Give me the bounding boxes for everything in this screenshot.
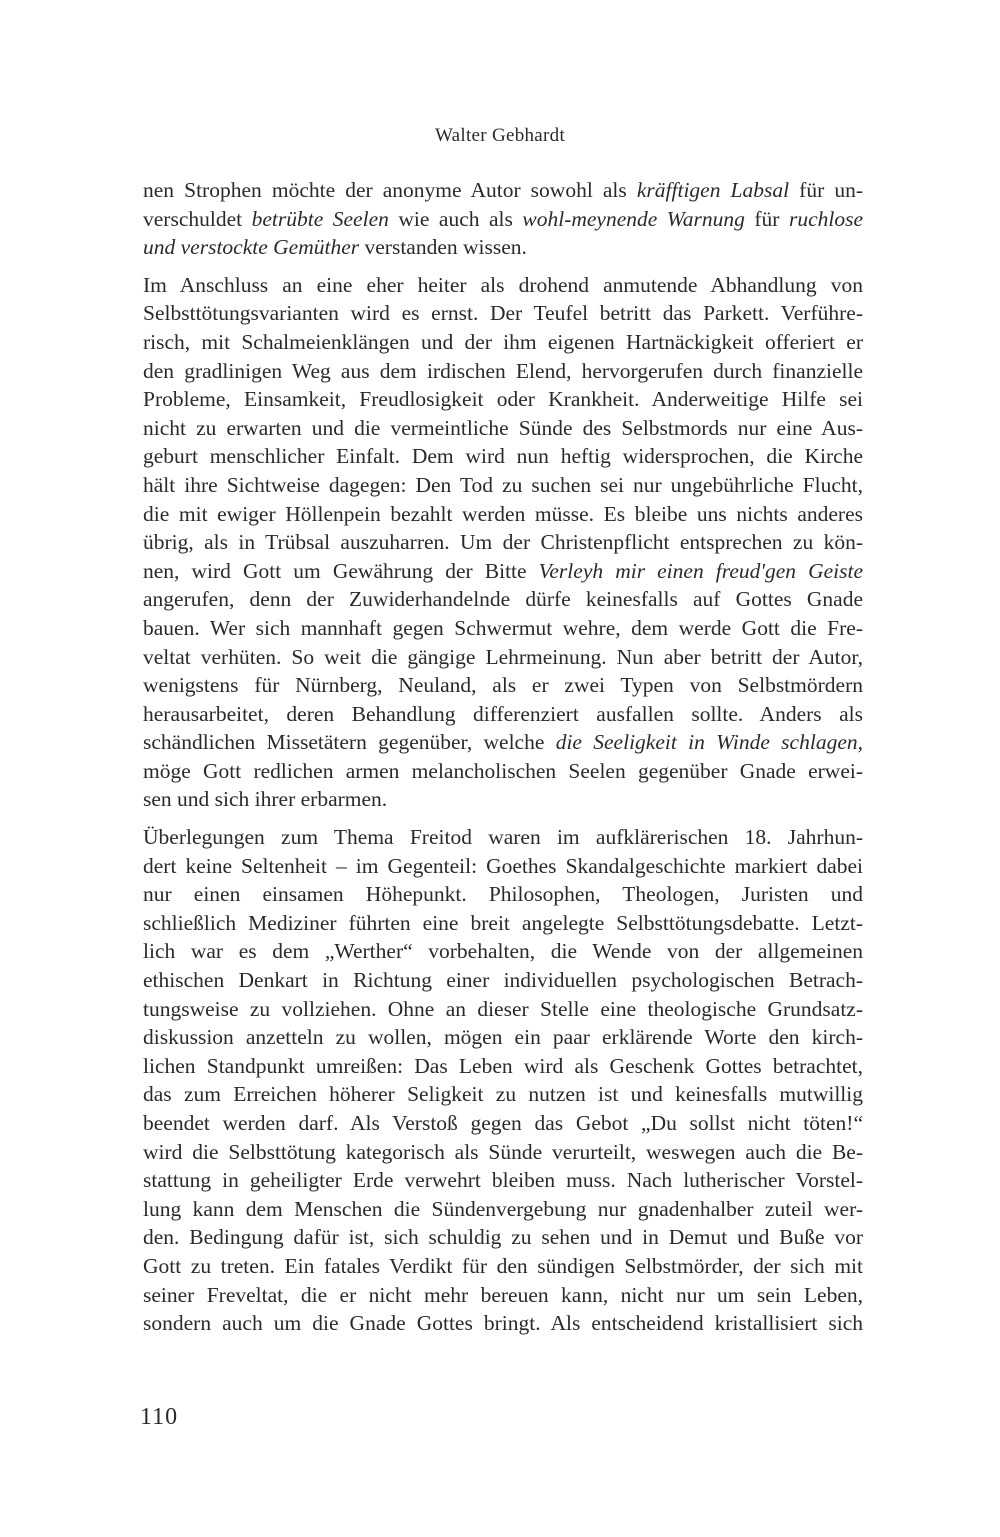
- text-run: stattung in geheiligter Erde verwehrt bleiben muss. Nach lutherischer Vorstel-: [143, 1168, 863, 1193]
- text-run: schließlich Mediziner führten eine breit angelegte Selbsttötungsdebatte. Letzt-: [143, 910, 863, 935]
- text-run: Im Anschluss an eine eher heiter als drohend anmutende Abhandlung von: [143, 272, 863, 297]
- text-run: seiner Freveltat, die er nicht mehr bereuen kann, nicht nur um sein Leben,: [143, 1282, 863, 1307]
- text-line: [143, 357, 863, 386]
- page-number: 110: [140, 1404, 179, 1430]
- text-run: den gradlinigen Weg aus dem irdischen Elend, hervorgerufen durch finanzielle: [143, 358, 863, 383]
- paragraph: [143, 271, 863, 814]
- text-line: [143, 328, 863, 357]
- text-run: Gott zu treten. Ein fatales Verdikt für den sündigen Selbstmörder, der sich mit: [143, 1253, 863, 1278]
- text-run: hält ihre Sichtweise dagegen: Den Tod zu suchen sei nur ungebührliche Flucht,: [143, 472, 863, 497]
- text-line: [143, 1052, 863, 1081]
- text-run: den. Bedingung dafür ist, sich schuldig zu sehen und in Demut und Buße vor: [143, 1225, 863, 1250]
- text-line: [143, 500, 863, 529]
- text-line: [143, 1109, 863, 1138]
- text-run: bauen. Wer sich mannhaft gegen Schwermut wehre, dem werde Gott die Fre-: [143, 615, 863, 640]
- text-run: risch, mit Schalmeienklängen und der ihm eigenen Hartnäckigkeit offeriert er: [143, 329, 863, 354]
- text-run: das zum Erreichen höherer Seligkeit zu nutzen ist und keinesfalls mutwillig: [143, 1082, 863, 1107]
- text-line: [143, 385, 863, 414]
- text-run: angerufen, denn der Zuwiderhandelnde dürfe keinesfalls auf Gottes Gnade: [143, 587, 863, 612]
- text-line: [143, 1080, 863, 1109]
- text-run: verschuldet: [143, 206, 252, 231]
- italic-quote: wohl-meynende Warnung: [522, 206, 745, 231]
- text-run: sen und sich ihrer erbarmen.: [143, 787, 388, 812]
- text-run: nen, wird Gott um Gewährung der Bitte: [143, 558, 539, 583]
- text-line: [143, 233, 863, 262]
- text-line: [143, 643, 863, 672]
- text-run: nicht zu erwarten und die vermeintliche Sünde des Selbstmords nur eine Aus-: [143, 415, 863, 440]
- text-line: [143, 557, 863, 586]
- text-line: [143, 995, 863, 1024]
- text-run: möge Gott redlichen armen melancholischen Seelen gegenüber Gnade erwei-: [143, 758, 863, 783]
- text-line: [143, 205, 863, 234]
- text-run: für: [744, 206, 789, 231]
- text-line: [143, 528, 863, 557]
- text-run: Überlegungen zum Thema Freitod waren im aufklärerischen 18. Jahrhun-: [143, 825, 863, 850]
- italic-quote: betrübte Seelen: [251, 206, 389, 231]
- text-line: [143, 1023, 863, 1052]
- text-line: [143, 614, 863, 643]
- text-run: für un-: [789, 178, 863, 202]
- text-line: [143, 1166, 863, 1195]
- text-line: [143, 414, 863, 443]
- text-run: geburt menschlicher Einfalt. Dem wird nun heftig widersprochen, die Kirche: [143, 444, 863, 469]
- text-line: [143, 700, 863, 729]
- text-line: [143, 471, 863, 500]
- text-run: die mit ewiger Höllenpein bezahlt werden müsse. Es bleibe uns nichts anderes: [143, 501, 863, 526]
- text-line: [143, 442, 863, 471]
- text-run: wenigstens für Nürnberg, Neuland, als er zwei Typen von Selbstmördern: [143, 673, 863, 698]
- text-run: diskussion anzetteln zu wollen, mögen ein paar erklärende Worte den kirch-: [143, 1025, 863, 1050]
- text-line: [143, 1252, 863, 1281]
- text-run: Probleme, Einsamkeit, Freudlosigkeit oder Krankheit. Anderweitige Hilfe sei: [143, 387, 863, 412]
- text-run: lich war es dem „Werther“ vorbehalten, die Wende von der allgemeinen: [143, 939, 863, 964]
- text-line: [143, 880, 863, 909]
- text-run: dert keine Seltenheit – im Gegenteil: Goethes Skandalgeschichte markiert dabei: [143, 853, 863, 878]
- text-line: [143, 1138, 863, 1167]
- text-line: [143, 271, 863, 300]
- text-run: Selbsttötungsvarianten wird es ernst. Der Teufel betritt das Parkett. Verführe-: [143, 301, 863, 326]
- text-run: ethischen Denkart in Richtung einer individuellen psychologischen Betrach-: [143, 968, 863, 993]
- text-line: [143, 966, 863, 995]
- text-run: verstanden wissen.: [359, 235, 527, 260]
- text-line: [143, 1223, 863, 1252]
- text-run: wird die Selbsttötung kategorisch als Sünde verurteilt, weswegen auch die Be-: [143, 1139, 863, 1164]
- text-run: herausarbeitet, deren Behandlung differenziert ausfallen sollte. Anders als: [143, 701, 863, 726]
- text-line: [143, 852, 863, 881]
- running-head: Walter Gebhardt: [434, 125, 566, 146]
- text-line: [143, 937, 863, 966]
- text-line: [143, 176, 863, 205]
- italic-quote: ruchlose: [788, 206, 863, 231]
- text-line: [143, 909, 863, 938]
- italic-quote: Verleyh mir einen freud'gen Geiste: [538, 558, 864, 583]
- text-run: nur einen einsamen Höhepunkt. Philosophen, Theologen, Juristen und: [143, 882, 863, 907]
- text-line: [143, 785, 863, 814]
- text-run: schändlichen Missetätern gegenüber, welche: [143, 730, 556, 755]
- text-run: veltat verhüten. So weit die gängige Lehrmeinung. Nun aber betritt der Autor,: [143, 644, 863, 669]
- text-line: [143, 1195, 863, 1224]
- text-run: übrig, als in Trübsal auszuharren. Um der Christenpflicht entsprechen zu kön-: [143, 530, 863, 555]
- paragraph: [143, 176, 863, 262]
- text-line: [143, 1281, 863, 1310]
- text-line: [143, 671, 863, 700]
- text-run: lung kann dem Menschen die Sündenvergebung nur gnadenhalber zuteil wer-: [143, 1196, 863, 1221]
- italic-quote: die Seeligkeit in Winde schlagen,: [555, 730, 863, 755]
- italic-quote: kräfftigen Labsal: [636, 178, 790, 202]
- text-line: [143, 728, 863, 757]
- text-run: lichen Standpunkt umreißen: Das Leben wird als Geschenk Gottes betrachtet,: [143, 1053, 863, 1078]
- italic-quote: und verstockte Gemüther: [143, 235, 360, 260]
- body-text: [143, 176, 863, 1338]
- text-line: [143, 1309, 863, 1338]
- paragraph: [143, 823, 863, 1338]
- text-line: [143, 585, 863, 614]
- text-line: [143, 757, 863, 786]
- text-run: nen Strophen möchte der anonyme Autor sowohl als: [143, 178, 637, 202]
- text-run: sondern auch um die Gnade Gottes bringt. Als entscheidend kristallisiert sich: [143, 1311, 863, 1336]
- text-line: [143, 823, 863, 852]
- text-run: tungsweise zu vollziehen. Ohne an dieser Stelle eine theologische Grundsatz-: [143, 996, 863, 1021]
- text-run: beendet werden darf. Als Verstoß gegen das Gebot „Du sollst nicht töten!“: [143, 1111, 863, 1135]
- text-line: [143, 299, 863, 328]
- text-run: wie auch als: [388, 206, 523, 231]
